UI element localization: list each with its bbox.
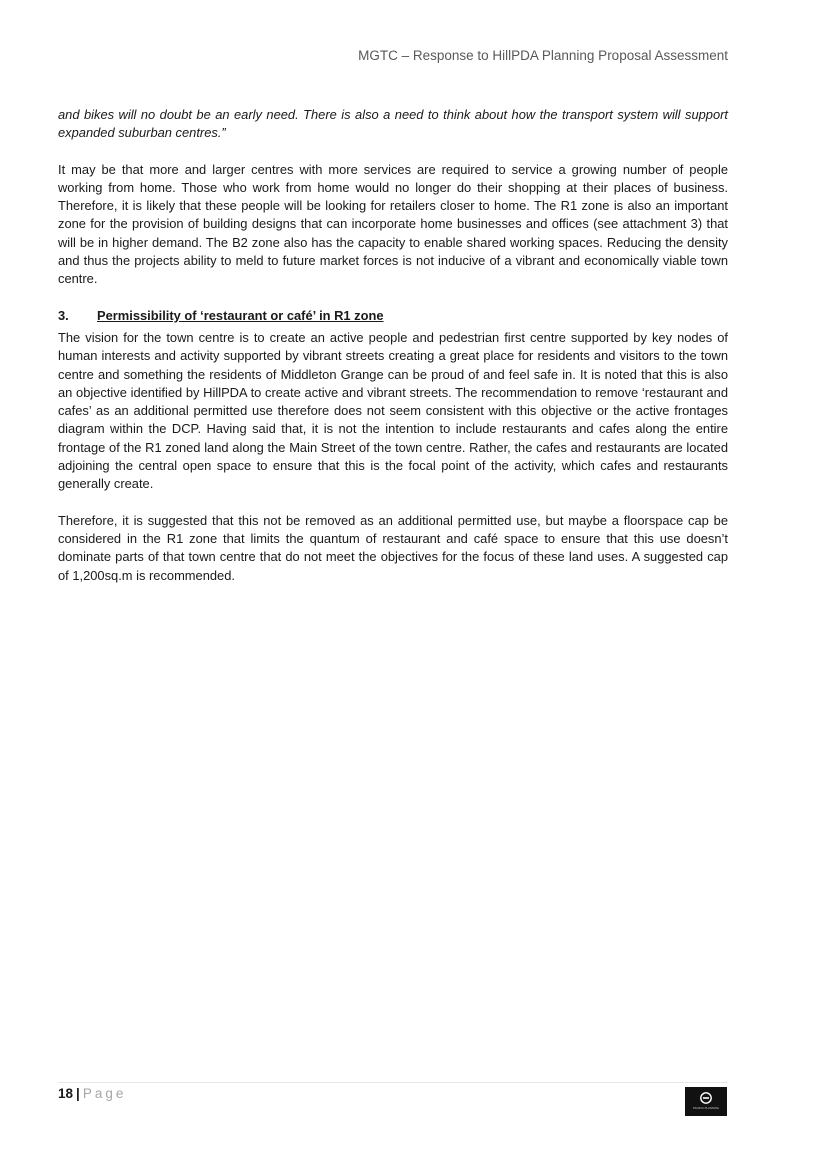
paragraph-recommendation: Therefore, it is suggested that this not be removed as an additional permitted use, but maybe a floorspace cap be considered in the R1 zone that limits the quantum of restaurant and café space to ensure that this use doesn’t dominate parts of that town centre that do not meet the objectives for the focus of these land uses. A suggested cap of 1,200sq.m is recommended.	[58, 512, 728, 583]
paragraph-home-working: It may be that more and larger centres with more services are required to service a growing number of people working from home. Those who work from home would no longer do their shopping at their places of business. Therefore, it is likely that these people will be looking for retailers closer to home. The R1 zone is also an important zone for the provision of building designs that can incorporate home businesses and offices (see attachment 3) that will be in higher demand. The B2 zone also has the capacity to enable shared working spaces. Reducing the density and thus the projects ability to meld to future market forces is not inducive of a vibrant and economically viable town centre.	[58, 161, 728, 287]
page-number: 18	[58, 1086, 74, 1101]
page-separator: |	[76, 1086, 80, 1101]
company-logo	[685, 1087, 727, 1116]
paragraph-vision: The vision for the town centre is to create an active people and pedestrian first centre supported by key nodes of human interests and activity supported by vibrant streets creating a great place for residents and visitors to the town centre and something the residents of Middleton Grange can be proud of and feel safe in. It is noted that this is also an objective identified by HillPDA to create active and vibrant streets. The recommendation to remove ‘restaurant and cafes’ as an additional permitted use therefore does not seem consistent with this objective or the active frontages diagram within the DCP. Having said that, it is not the intention to include restaurants and cafes along the entire frontage of the R1 zoned land along the Main Street of the town centre. Rather, the cafes and restaurants are located adjoining the central open space to ensure that this is the focal point of the activity, which cafes and restaurants generally create.	[58, 329, 728, 492]
company-logo-text: PACIFIC PLANNING	[693, 1106, 719, 1110]
section-number: 3.	[58, 307, 69, 323]
page-label: Page	[82, 1086, 127, 1101]
footer-divider	[58, 1082, 728, 1083]
section-heading	[58, 307, 728, 325]
running-header: MGTC – Response to HillPDA Planning Proposal Assessment	[358, 48, 728, 63]
company-logo-icon	[700, 1092, 712, 1104]
quote-continuation: and bikes will no doubt be an early need. There is also a need to think about how the transport system will support expanded suburban centres.”	[58, 107, 728, 141]
section-title: Permissibility of ‘restaurant or café’ in R1 zone	[97, 307, 384, 323]
page-footer	[58, 1086, 126, 1101]
page-body	[58, 106, 728, 603]
